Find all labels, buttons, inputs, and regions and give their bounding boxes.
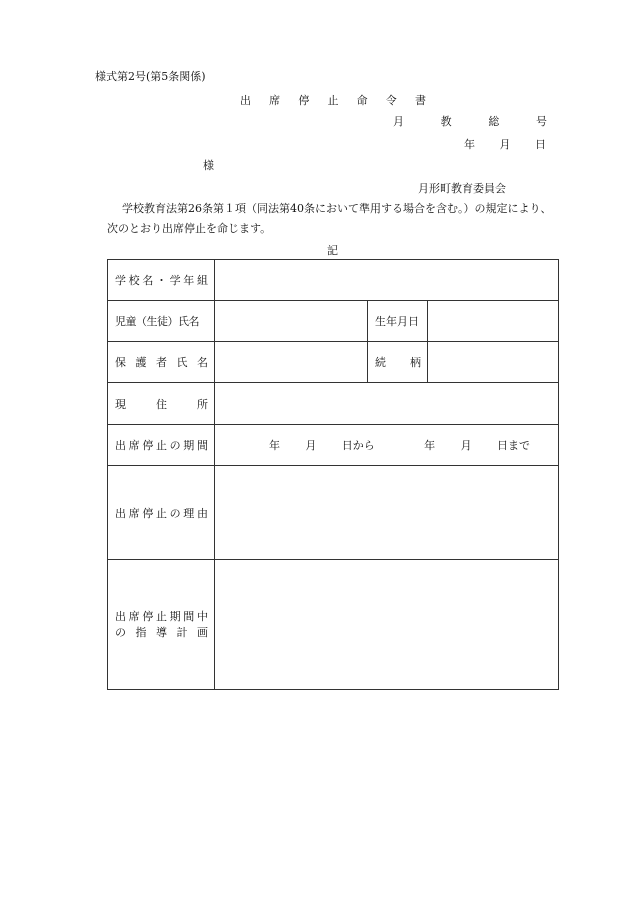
reason-label-char: 席 bbox=[128, 506, 140, 520]
school-label bbox=[115, 272, 208, 288]
reference-number-part: 教 bbox=[440, 115, 452, 128]
from-day: 日から bbox=[341, 439, 375, 452]
relation-label-cell bbox=[368, 342, 428, 383]
period-label-char: 席 bbox=[128, 439, 140, 452]
reference-number-part: 号 bbox=[535, 115, 547, 128]
period-label bbox=[115, 437, 208, 453]
school-row bbox=[108, 260, 559, 301]
title-part: 出 bbox=[240, 94, 251, 107]
address-label-char: 所 bbox=[197, 397, 208, 411]
period-row bbox=[108, 425, 559, 466]
period-label-char: 間 bbox=[196, 439, 208, 452]
guardian-label-char: 名 bbox=[197, 356, 208, 369]
guidance-label-line2-char: 指 bbox=[135, 625, 147, 639]
reason-label-cell bbox=[108, 466, 215, 560]
from-month: 月 bbox=[305, 439, 317, 452]
title-part: 席 bbox=[269, 94, 281, 107]
address-label-char: 住 bbox=[156, 397, 167, 411]
title-text bbox=[240, 92, 426, 108]
school-label-cell bbox=[108, 260, 215, 301]
reference-number-part: 総 bbox=[488, 115, 500, 128]
reason-value-cell[interactable] bbox=[215, 466, 559, 560]
guidance-label-line1-char: 間 bbox=[183, 609, 195, 623]
school-value-cell[interactable] bbox=[215, 260, 559, 301]
title-part: 令 bbox=[385, 94, 397, 107]
issue-date-part: 日 bbox=[535, 138, 546, 151]
guidance-row bbox=[108, 560, 559, 690]
title-part: 書 bbox=[414, 94, 426, 107]
title-part: 命 bbox=[356, 94, 368, 107]
guidance-label-line2-char: 画 bbox=[197, 625, 208, 639]
school-label-char: ・ bbox=[155, 274, 167, 287]
guardian-label-char: 護 bbox=[135, 356, 147, 369]
issuer-name: 月形町教育委員会 bbox=[418, 182, 506, 195]
school-label-char: 学 bbox=[169, 274, 181, 287]
guidance-label-line1-char: 出 bbox=[115, 609, 126, 623]
guardian-label-char: 氏 bbox=[176, 356, 188, 369]
period-label-cell bbox=[108, 425, 215, 466]
guidance-label-line1-char: 期 bbox=[169, 609, 181, 623]
to-day: 日まで bbox=[496, 439, 530, 452]
student-label: 児童（生徒）氏名 bbox=[115, 315, 199, 328]
guidance-label-line2 bbox=[115, 625, 208, 641]
guardian-label bbox=[115, 354, 208, 370]
reason-label-char: 停 bbox=[142, 506, 154, 520]
issue-date bbox=[464, 136, 546, 152]
address-value-cell[interactable] bbox=[215, 383, 559, 425]
period-label-char: 停 bbox=[142, 439, 154, 452]
guidance-label-line1-char: 停 bbox=[142, 609, 154, 623]
period-label-char: 止 bbox=[155, 439, 167, 452]
reference-number-part: 月 bbox=[393, 115, 404, 128]
school-label-char: 年 bbox=[183, 274, 195, 287]
reason-label bbox=[115, 505, 208, 521]
address-label bbox=[115, 396, 208, 412]
body-paragraph-line2: 次のとおり出席停止を命じます。 bbox=[107, 222, 272, 235]
title-part: 停 bbox=[298, 94, 310, 107]
period-label-char: 期 bbox=[183, 439, 195, 452]
ki-marker: 記 bbox=[327, 244, 338, 257]
document-title bbox=[240, 92, 426, 108]
reference-number bbox=[393, 113, 547, 129]
period-label-char: 出 bbox=[115, 439, 126, 452]
reason-label-char: 由 bbox=[196, 506, 208, 520]
guidance-label-line2-char: の bbox=[115, 625, 126, 639]
address-label-char: 現 bbox=[115, 397, 126, 411]
reference-number-text bbox=[393, 113, 547, 129]
form-number: 様式第2号(第5条関係) bbox=[95, 70, 206, 83]
issue-date-text bbox=[464, 136, 546, 152]
title-part: 止 bbox=[327, 94, 339, 107]
reason-row bbox=[108, 466, 559, 560]
guidance-value-cell[interactable] bbox=[215, 560, 559, 690]
to-month: 月 bbox=[460, 439, 472, 452]
guardian-label-cell bbox=[108, 342, 215, 383]
relation-label-char: 柄 bbox=[410, 356, 421, 369]
guidance-label-line1 bbox=[115, 609, 208, 625]
guidance-label-line2-char: 計 bbox=[176, 625, 188, 639]
relation-label-char: 続 bbox=[375, 356, 386, 369]
guardian-row bbox=[108, 342, 559, 383]
school-label-char: 校 bbox=[128, 274, 140, 287]
guidance-label-line1-char: 止 bbox=[155, 609, 167, 623]
address-row bbox=[108, 383, 559, 425]
guidance-label-line2-char: 導 bbox=[156, 625, 167, 639]
period-value bbox=[215, 437, 558, 453]
school-label-char: 名 bbox=[142, 274, 154, 287]
issue-date-part: 年 bbox=[464, 138, 475, 151]
reason-label-char: 出 bbox=[115, 506, 126, 520]
period-value-cell[interactable] bbox=[215, 425, 559, 466]
student-label-cell bbox=[108, 301, 215, 342]
guidance-label-line1-char: 席 bbox=[128, 609, 140, 623]
relation-label bbox=[375, 354, 421, 370]
to-year: 年 bbox=[424, 439, 436, 452]
recipient-suffix: 様 bbox=[203, 159, 214, 172]
reason-label-char: 止 bbox=[155, 506, 167, 520]
period-label-char: の bbox=[169, 439, 181, 452]
relation-value-cell[interactable] bbox=[428, 342, 559, 383]
issue-date-part: 月 bbox=[499, 138, 511, 151]
student-row bbox=[108, 301, 559, 342]
suspension-form-table bbox=[107, 259, 559, 690]
guidance-label-line1-char: 中 bbox=[196, 609, 208, 623]
school-label-char: 組 bbox=[196, 274, 208, 287]
birthdate-label-cell bbox=[368, 301, 428, 342]
guidance-label-cell bbox=[108, 560, 215, 690]
from-year: 年 bbox=[269, 439, 280, 452]
school-label-char: 学 bbox=[115, 274, 126, 287]
reason-label-char: 理 bbox=[183, 506, 195, 520]
birthdate-value-cell[interactable] bbox=[428, 301, 559, 342]
body-paragraph-line1: 学校教育法第26条第１項（同法第40条において準用する場合を含む。）の規定により、 bbox=[122, 202, 552, 215]
student-name-cell[interactable] bbox=[215, 301, 368, 342]
guardian-label-char: 者 bbox=[156, 356, 167, 369]
reason-label-char: の bbox=[169, 506, 181, 520]
birthdate-label: 生年月日 bbox=[375, 315, 419, 328]
guardian-name-cell[interactable] bbox=[215, 342, 368, 383]
guardian-label-char: 保 bbox=[115, 356, 126, 369]
address-label-cell bbox=[108, 383, 215, 425]
